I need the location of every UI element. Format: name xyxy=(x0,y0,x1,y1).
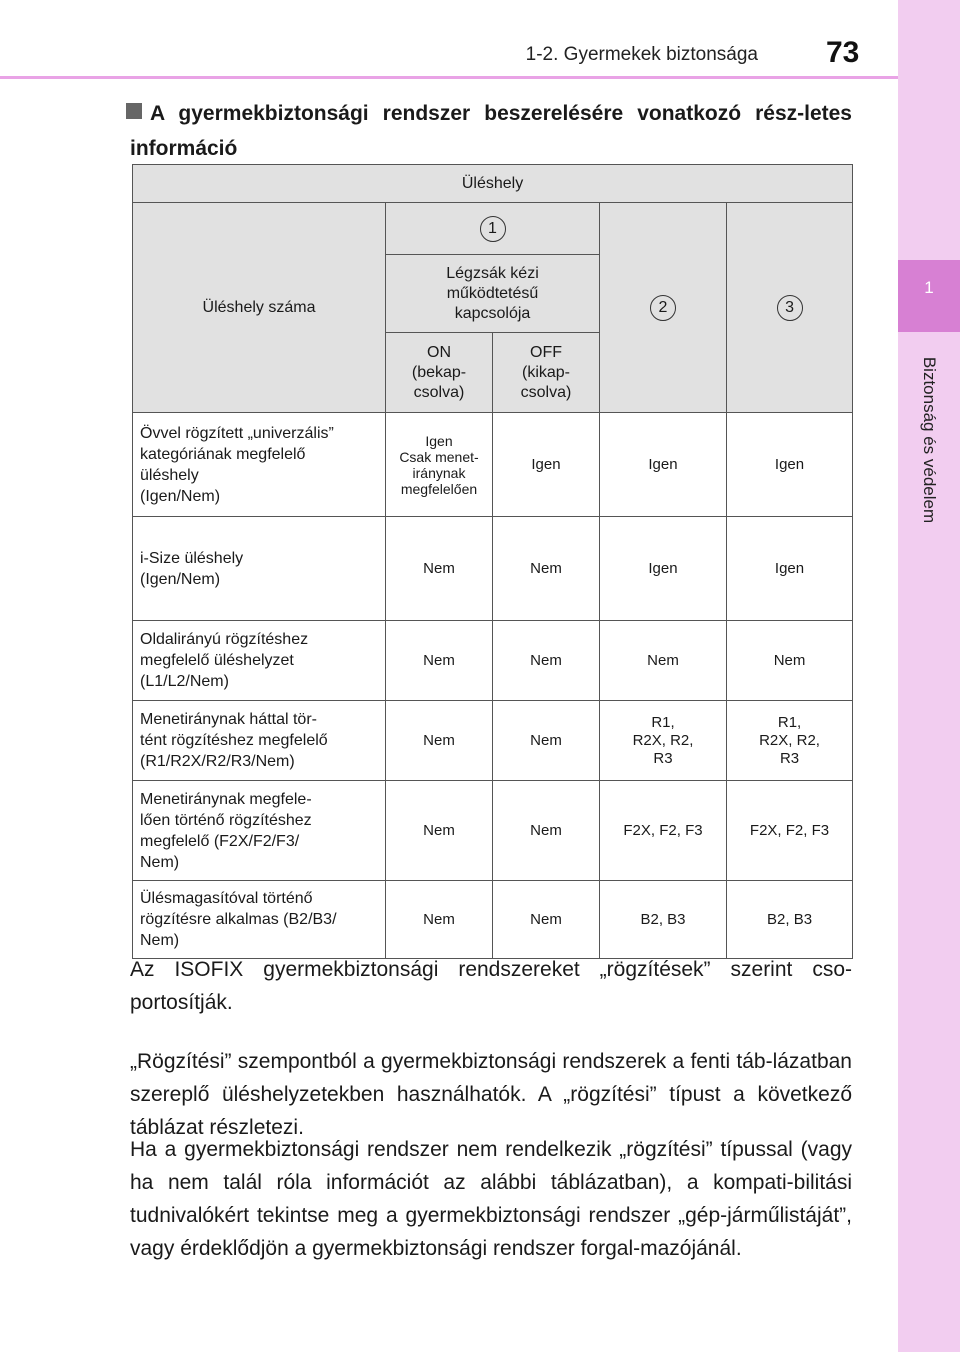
row-label: Ülésmagasítóval történő rögzítésre alkalmas (B2/B3/ Nem) xyxy=(133,881,386,959)
table-row xyxy=(133,781,853,881)
chapter-number: 1 xyxy=(924,278,934,297)
cell-airbag-off: Nem xyxy=(493,781,600,881)
cell-seat-2: B2, B3 xyxy=(600,881,727,959)
chapter-sidebar xyxy=(898,0,960,1352)
cell-seat-2: Igen xyxy=(600,413,727,517)
table-row xyxy=(133,701,853,781)
row-label: Övvel rögzített „univerzális” kategóriának megfelelő üléshely (Igen/Nem) xyxy=(133,413,386,517)
table-row xyxy=(133,621,853,701)
cell-airbag-on: Nem xyxy=(386,517,493,621)
cell-seat-3: Nem xyxy=(727,621,853,701)
seat-3-badge: 3 xyxy=(777,295,803,321)
header-seat-number: Üléshely száma xyxy=(133,203,386,413)
cell-seat-3: F2X, F2, F3 xyxy=(727,781,853,881)
cell-seat-3: Igen xyxy=(727,517,853,621)
cell-seat-2: Igen xyxy=(600,517,727,621)
cell-airbag-off: Nem xyxy=(493,701,600,781)
paragraph-fixing: „Rögzítési” szempontból a gyermekbiztonsági rendszerek a fenti táb-lázatban szereplő üléshelyzetekben használhatók. A „rögzítési” típust a következő táblázat részletezi. xyxy=(130,1050,852,1139)
seat-1-badge: 1 xyxy=(480,216,506,242)
header-divider xyxy=(0,76,898,79)
header-seat-position: Üléshely xyxy=(133,165,853,203)
row-label: Menetiránynak megfele- lően történő rögzítéshez megfelelő (F2X/F2/F3/ Nem) xyxy=(133,781,386,881)
cell-airbag-on: Nem xyxy=(386,881,493,959)
cell-seat-2: R1, R2X, R2, R3 xyxy=(600,701,727,781)
row-label: Menetiránynak háttal tör- tént rögzítéshez megfelelő (R1/R2X/R2/R3/Nem) xyxy=(133,701,386,781)
cell-airbag-on: Nem xyxy=(386,621,493,701)
cell-airbag-off: Nem xyxy=(493,517,600,621)
row-label: i-Size üléshely (Igen/Nem) xyxy=(133,517,386,621)
cell-seat-3: R1, R2X, R2, R3 xyxy=(727,701,853,781)
header-airbag-on: ON (bekap- csolva) xyxy=(386,333,493,413)
header-seat-2 xyxy=(600,203,727,413)
cell-airbag-on: Nem xyxy=(386,781,493,881)
chapter-title: Biztonság és védelem xyxy=(920,356,939,524)
cell-seat-3: Igen xyxy=(727,413,853,517)
table-row xyxy=(133,881,853,959)
cell-airbag-on: Nem xyxy=(386,701,493,781)
table-row xyxy=(133,517,853,621)
seat-2-badge: 2 xyxy=(650,295,676,321)
table-row xyxy=(133,413,853,517)
paragraph-isofix: Az ISOFIX gyermekbiztonsági rendszereket „rögzítések” szerint cso-portosítják. xyxy=(130,958,852,1014)
cell-seat-2: F2X, F2, F3 xyxy=(600,781,727,881)
header-title: 1-2. Gyermekek biztonsága xyxy=(525,44,758,65)
cell-airbag-off: Igen xyxy=(493,413,600,517)
header-seat-1 xyxy=(386,203,600,255)
section-heading-text: A gyermekbiztonsági rendszer beszerelésére vonatkozó rész-letes információ xyxy=(130,102,852,160)
header-airbag-off: OFF (kikap- csolva) xyxy=(493,333,600,413)
row-label: Oldalirányú rögzítéshez megfelelő üléshelyzet (L1/L2/Nem) xyxy=(133,621,386,701)
cell-airbag-off: Nem xyxy=(493,881,600,959)
cell-seat-3: B2, B3 xyxy=(727,881,853,959)
header-seat-3 xyxy=(727,203,853,413)
cell-airbag-off: Nem xyxy=(493,621,600,701)
section-heading xyxy=(130,96,852,166)
header-airbag-switch: Légzsák kézi működtetésű kapcsolója xyxy=(386,255,600,333)
page-number: 73 xyxy=(826,36,860,69)
cell-seat-2: Nem xyxy=(600,621,727,701)
cell-airbag-on: Igen Csak menet- iránynak megfelelően xyxy=(386,413,493,517)
seat-compatibility-table xyxy=(132,164,853,959)
paragraph-compatibility: Ha a gyermekbiztonsági rendszer nem rendelkezik „rögzítési” típussal (vagy ha nem talál róla információt az alábbi táblázatban), a kompati-bilitási tudnivalókért tekintse meg a gyermekbiztonsági rendszer „gép-járműlistáját”, vagy érdeklődjön a gyermekbiztonsági rendszer forgal-mazójánál. xyxy=(130,1138,852,1260)
